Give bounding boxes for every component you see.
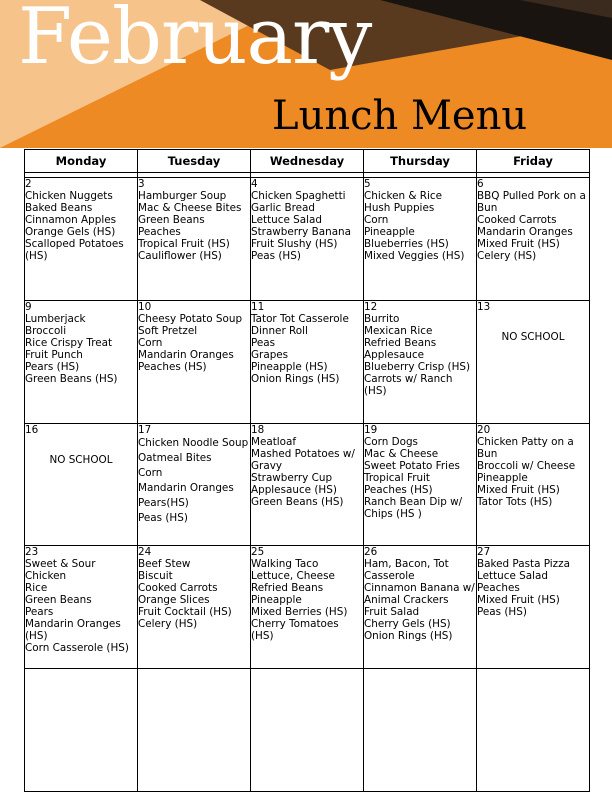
menu-item: Mandarin Oranges [138,481,234,494]
menu-item: Onion Rings (HS) [364,630,453,643]
date-number: 2 [25,178,32,191]
day-cell [251,178,364,301]
day-cell [138,546,251,669]
date-number: 5 [364,178,371,191]
menu-item: Oatmeal Bites [138,451,212,464]
menu-item: Hush Puppies [364,202,435,215]
menu-item: Peaches [138,226,181,239]
week-row [25,669,590,792]
menu-item: Biscuit [138,570,173,583]
date-number: 20 [477,423,491,436]
menu-item: Baked Pasta Pizza [477,558,570,571]
date-number: 16 [25,423,39,436]
menu-item: Chicken Spaghetti [251,190,346,203]
menu-item: Pineapple [364,226,415,239]
date-number: 25 [251,546,265,559]
menu-item: Tropical Fruit [364,471,431,484]
menu-item: Mixed Fruit (HS) [477,594,560,607]
menu-item: Fruit Salad [364,606,420,619]
menu-item: Chicken Nuggets [25,190,113,203]
month-title: February [18,0,372,82]
menu-item: Blueberries (HS) [364,238,449,251]
menu-item: Peaches [477,582,520,595]
menu-item: Mandarin Oranges [477,226,573,239]
menu-item: Beef Stew [138,558,191,571]
date-number: 27 [477,546,491,559]
day-cell [364,178,477,301]
date-number: 17 [138,423,152,436]
date-number: 18 [251,423,265,436]
menu-item: Cinnamon Banana w/ Animal Crackers [364,582,475,607]
weekday-header: Friday [477,150,590,173]
day-cell [251,300,364,423]
menu-item: Soft Pretzel [138,324,198,337]
menu-item: Sweet & Sour Chicken [25,558,96,583]
menu-item: Meatloaf [251,435,297,448]
day-cell [25,423,138,546]
menu-item: Tator Tots (HS) [477,495,553,508]
day-cell [138,300,251,423]
menu-item: Onion Rings (HS) [251,372,340,385]
menu-item: Mandarin Oranges [138,348,234,361]
menu-item: Mexican Rice [364,324,433,337]
menu-item: Pineapple (HS) [251,360,328,373]
weekday-header-row [25,150,590,173]
menu-item: Corn [138,336,163,349]
menu-item: Baked Beans [25,202,93,215]
date-number: 9 [25,300,32,313]
menu-item: Strawberry Banana [251,226,352,239]
week-row [25,300,590,423]
menu-item: Lumberjack [25,312,86,325]
menu-item: Scalloped Potatoes (HS) [25,238,124,263]
day-cell [251,423,364,546]
day-cell [25,178,138,301]
menu-item: Mixed Berries (HS) [251,606,348,619]
menu-item: Rice [25,582,48,595]
menu-item: Refried Beans [364,336,437,349]
menu-item: Corn Dogs [364,435,418,448]
day-cell [364,423,477,546]
menu-item: Mashed Potatoes w/ Gravy [251,447,355,472]
menu-item: Burrito [364,312,400,325]
menu-item: Corn Casserole (HS) [25,642,129,655]
menu-item: Cinnamon Apples [25,214,117,227]
week-row [25,178,590,301]
menu-item: Mixed Fruit (HS) [477,238,560,251]
menu-item: Mac & Cheese [364,447,439,460]
menu-item: Pineapple [477,471,528,484]
menu-item: Corn [138,466,163,479]
day-cell [138,669,251,792]
date-number: 3 [138,178,145,191]
day-cell [138,423,251,546]
menu-item: Peas (HS) [477,606,527,619]
menu-item: Cauliflower (HS) [138,250,222,263]
day-cell [364,669,477,792]
date-number: 24 [138,546,152,559]
menu-item: Hamburger Soup [138,190,227,203]
menu-item: Chicken Patty on a Bun [477,435,574,460]
menu-item: Rice Crispy Treat [25,336,113,349]
menu-item: Celery (HS) [477,250,537,263]
day-cell [251,546,364,669]
menu-item: Refried Beans [251,582,324,595]
menu-item: Lettuce Salad [251,214,322,227]
day-cell [25,669,138,792]
menu-item: Carrots w/ Ranch (HS) [364,372,453,397]
day-cell [477,178,590,301]
day-cell [364,300,477,423]
menu-item: Corn [364,214,389,227]
date-number: 26 [364,546,378,559]
day-cell [138,178,251,301]
menu-item: Mixed Fruit (HS) [477,483,560,496]
date-number: 6 [477,178,484,191]
menu-item: Fruit Cocktail (HS) [138,606,232,619]
day-cell [477,669,590,792]
menu-item: BBQ Pulled Pork on a Bun [477,190,586,215]
menu-item: Pineapple [251,594,302,607]
menu-item: Green Beans (HS) [251,495,344,508]
menu-item: Applesauce (HS) [251,483,337,496]
menu-item: Peas [251,336,276,349]
menu-item: Sweet Potato Fries [364,459,460,472]
menu-item: Garlic Bread [251,202,316,215]
menu-item: Cherry Gels (HS) [364,618,451,631]
menu-item: Pears(HS) [138,496,189,509]
menu-item: Ham, Bacon, Tot Casserole [364,558,449,583]
day-cell [25,300,138,423]
menu-item: Peaches (HS) [364,483,433,496]
date-number: 10 [138,300,152,313]
menu-item: Lettuce, Cheese [251,570,335,583]
weekday-header: Tuesday [138,150,251,173]
menu-item: Orange Slices [138,594,210,607]
menu-item: Orange Gels (HS) [25,226,116,239]
menu-item: Cooked Carrots [138,582,218,595]
menu-subtitle: Lunch Menu [272,93,528,139]
date-number: 13 [477,300,491,313]
week-row [25,546,590,669]
day-cell [477,423,590,546]
menu-item: Mandarin Oranges (HS) [25,618,121,643]
menu-item: Strawberry Cup [251,471,333,484]
menu-item: Lettuce Salad [477,570,548,583]
day-cell [25,546,138,669]
menu-item: Fruit Slushy (HS) [251,238,338,251]
day-cell [251,669,364,792]
menu-item: Peas (HS) [251,250,301,263]
date-number: 4 [251,178,258,191]
weekday-header: Wednesday [251,150,364,173]
menu-item: Celery (HS) [138,618,198,631]
menu-item: Pears (HS) [25,360,80,373]
date-number: 19 [364,423,378,436]
menu-item: Green Beans [138,214,205,227]
calendar-body [25,173,590,792]
menu-item: Grapes [251,348,289,361]
menu-item: Mixed Veggies (HS) [364,250,465,263]
day-cell [364,546,477,669]
week-row [25,423,590,546]
menu-item: Peas (HS) [138,511,188,524]
menu-item: Cherry Tomatoes (HS) [251,618,339,643]
menu-item: Green Beans (HS) [25,372,118,385]
menu-item: Blueberry Crisp (HS) [364,360,471,373]
menu-item: Fruit Punch [25,348,83,361]
date-number: 11 [251,300,265,313]
menu-item: Tropical Fruit (HS) [138,238,230,251]
date-number: 23 [25,546,39,559]
menu-item: Cooked Carrots [477,214,557,227]
menu-item: Peaches (HS) [138,360,207,373]
menu-item: Cheesy Potato Soup [138,312,243,325]
menu-item: Broccoli w/ Cheese [477,459,576,472]
menu-item: Green Beans [25,594,92,607]
weekday-header: Monday [25,150,138,173]
lunch-menu-calendar [24,149,590,792]
menu-item: Pears [25,606,54,619]
menu-item: Mac & Cheese Bites [138,202,242,215]
menu-item: Chicken & Rice [364,190,442,203]
day-cell [477,300,590,423]
menu-item: Ranch Bean Dip w/ Chips (HS ) [364,495,463,520]
menu-item: Broccoli [25,324,67,337]
menu-item: Tator Tot Casserole [251,312,349,325]
menu-item: Chicken Noodle Soup [138,436,249,449]
weekday-header: Thursday [364,150,477,173]
menu-item: Walking Taco [251,558,319,571]
no-school-note: NO SCHOOL [49,453,113,466]
no-school-note: NO SCHOOL [501,330,565,343]
day-cell [477,546,590,669]
menu-item: Dinner Roll [251,324,308,337]
menu-item: Applesauce [364,348,425,361]
date-number: 12 [364,300,378,313]
